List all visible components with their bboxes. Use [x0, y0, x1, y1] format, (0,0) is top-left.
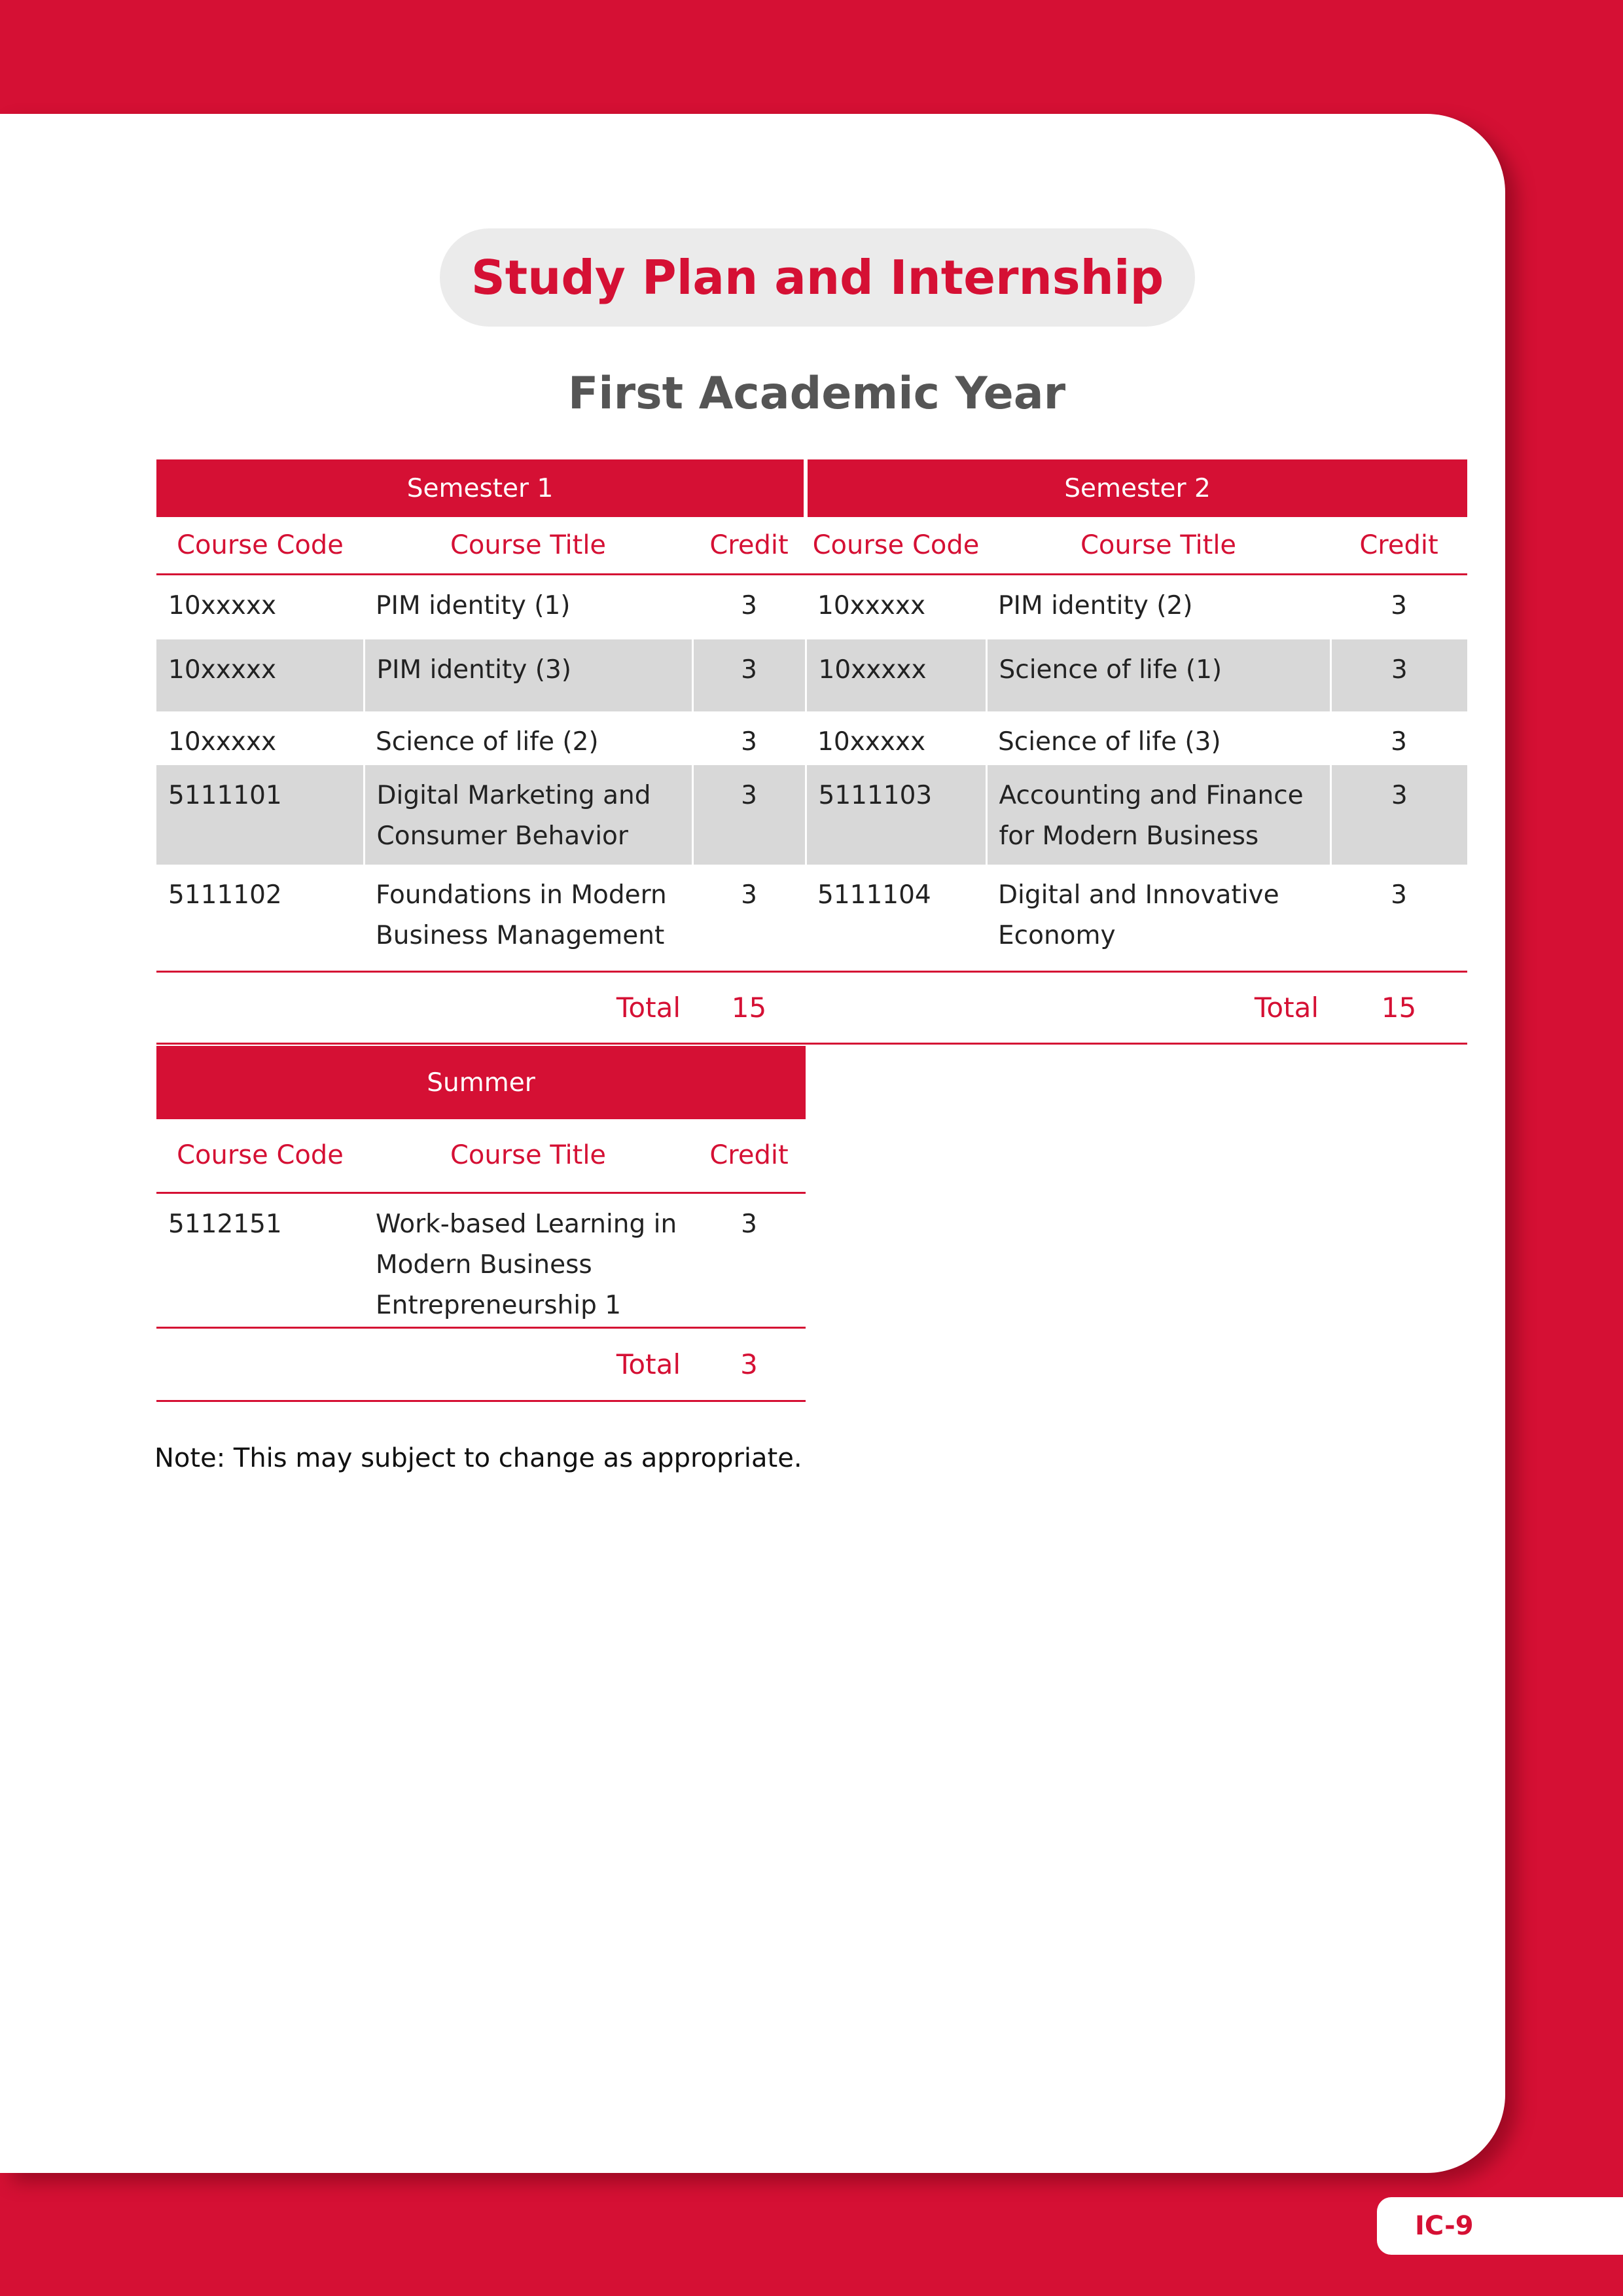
page-title: Study Plan and Internship	[440, 228, 1195, 327]
column-header-course-code: Course Code	[806, 517, 986, 574]
course-credit: 3	[741, 727, 757, 757]
course-code: 5111104	[817, 880, 931, 910]
course-title: Digital and Innovative Economy	[998, 880, 1279, 950]
course-code: 10xxxxx	[168, 727, 277, 757]
column-header-credit: Credit	[692, 1119, 806, 1193]
course-title: Science of life (3)	[998, 727, 1221, 757]
course-title: Accounting and Finance for Modern Business	[986, 765, 1330, 865]
column-header-course-code: Course Code	[156, 1119, 364, 1193]
course-code: 5111101	[156, 765, 364, 865]
table-row	[156, 574, 1467, 639]
course-credit: 3	[741, 1209, 757, 1239]
column-header-course-title: Course Title	[364, 1119, 692, 1193]
course-code: 10xxxxx	[806, 639, 986, 711]
course-code: 10xxxxx	[817, 590, 926, 620]
course-credit: 3	[741, 880, 757, 910]
total-row	[156, 971, 1467, 1043]
course-code: 5111102	[168, 880, 282, 910]
first-year-study-plan-table	[156, 459, 1467, 1045]
course-code: 5112151	[168, 1209, 282, 1239]
course-title: Digital Marketing and Consumer Behavior	[364, 765, 692, 865]
page-number-tab	[1377, 2197, 1623, 2255]
page-number: IC-9	[1415, 2211, 1474, 2241]
course-title: PIM identity (2)	[998, 590, 1193, 620]
course-title: Science of life (2)	[376, 727, 599, 757]
summer-total-credit: 3	[692, 1327, 806, 1401]
column-header-credit: Credit	[692, 517, 806, 574]
academic-year-heading: First Academic Year	[567, 368, 1066, 420]
course-title: Foundations in Modern Business Management	[376, 880, 667, 950]
semester-1-total-credit: 15	[692, 971, 806, 1043]
column-header-course-title: Course Title	[986, 517, 1330, 574]
course-credit: 3	[692, 639, 806, 711]
course-credit: 3	[1330, 765, 1467, 865]
course-code: 10xxxxx	[156, 639, 364, 711]
table-row	[156, 765, 1467, 865]
course-credit: 3	[1391, 727, 1407, 757]
summer-total-label: Total	[156, 1327, 692, 1401]
course-title: PIM identity (3)	[364, 639, 692, 711]
course-credit: 3	[741, 590, 757, 620]
course-title: Work-based Learning in Modern Business Entrepreneurship 1	[376, 1209, 677, 1320]
table-row	[156, 639, 1467, 711]
course-credit: 3	[1391, 590, 1407, 620]
semester-1-header: Semester 1	[156, 459, 806, 517]
course-code: 10xxxxx	[168, 590, 277, 620]
course-code: 10xxxxx	[817, 727, 926, 757]
course-credit: 3	[692, 765, 806, 865]
table-row	[156, 711, 1467, 765]
summer-header: Summer	[156, 1046, 806, 1119]
course-title: PIM identity (1)	[376, 590, 571, 620]
column-header-course-title: Course Title	[364, 517, 692, 574]
footnote: Note: This may subject to change as appropriate.	[154, 1443, 802, 1473]
table-row	[156, 865, 1467, 971]
semester-2-total-label: Total	[806, 971, 1330, 1043]
table-row	[156, 1193, 806, 1327]
column-header-credit: Credit	[1330, 517, 1467, 574]
course-title: Science of life (1)	[986, 639, 1330, 711]
course-code: 5111103	[806, 765, 986, 865]
course-credit: 3	[1391, 880, 1407, 910]
summer-study-plan-table	[156, 1046, 806, 1402]
semester-2-total-credit: 15	[1330, 971, 1467, 1043]
semester-1-total-label: Total	[156, 971, 692, 1043]
column-header-course-code: Course Code	[156, 517, 364, 574]
course-credit: 3	[1330, 639, 1467, 711]
total-row	[156, 1327, 806, 1401]
semester-2-header: Semester 2	[806, 459, 1467, 517]
